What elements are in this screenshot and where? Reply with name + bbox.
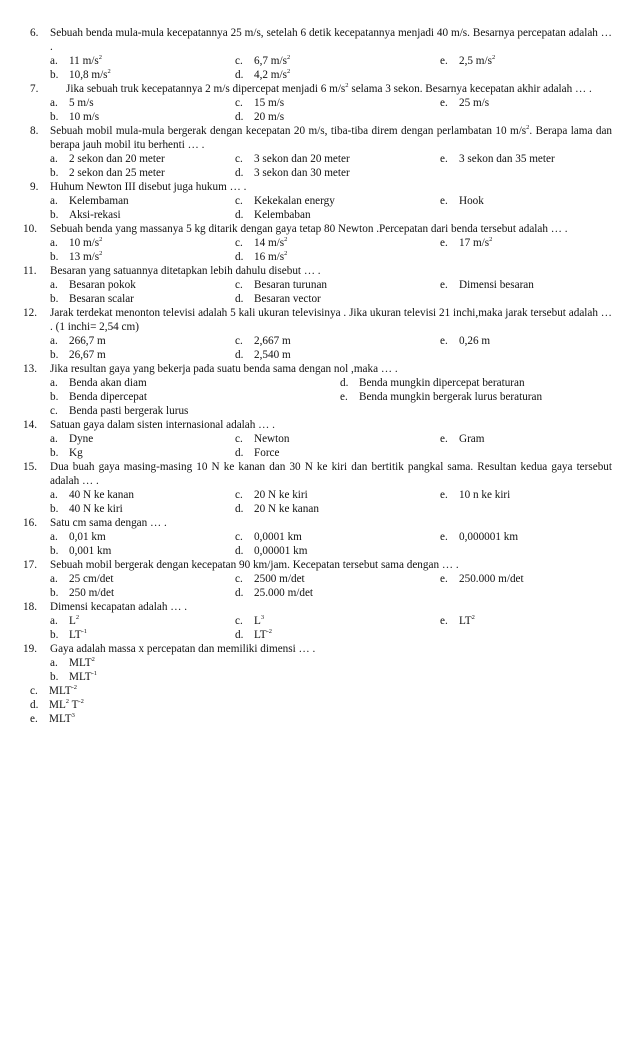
option-b: b. 40 N ke kiri [50, 503, 123, 515]
question-15 [0, 460, 638, 516]
option-b: b. Benda dipercepat [50, 391, 147, 403]
option-b: b. $LT^{-1}$ [50, 628, 88, 641]
question-13 [0, 362, 638, 418]
option-d: d. 25.000 m/det [235, 587, 314, 599]
option-a: a. 5 m/s [50, 97, 94, 109]
option-a: a. 11 $m/s^2$ [50, 54, 102, 67]
option-e: e. 0,000001 km [440, 531, 519, 543]
question-number: 7. [30, 83, 39, 95]
option-d: d. $LT^{-2}$ [235, 628, 273, 641]
option-d: d. Force [235, 447, 280, 459]
question-text: Huhum Newton III disebut juga hukum … . [50, 181, 247, 193]
question-14 [0, 418, 638, 460]
question-11 [0, 264, 638, 306]
question-12 [0, 306, 638, 362]
option-c: c. 0,0001 km [235, 531, 302, 543]
option-d: d. $ML^2$ $T^{-2}$ [30, 698, 84, 711]
option-d: d. 16 $m/s^2$ [235, 250, 288, 263]
option-c: c. Benda pasti bergerak lurus [50, 405, 189, 417]
option-a: a. Dyne [50, 433, 94, 445]
question-number: 6. [30, 27, 39, 39]
option-c: c. 3 sekon dan 20 meter [235, 153, 350, 165]
question-sheet [0, 26, 638, 726]
option-e: e. MLT$^3$ [30, 712, 75, 725]
question-text: Jarak terdekat menonton televisi adalah 5 kali ukuran televisinya . Jika ukuran televisi 21 inchi,maka jarak tersebut adalah … . (1 inchi= 2,54 cm) [50, 307, 612, 333]
question-text: Besaran yang satuannya ditetapkan lebih dahulu disebut … . [50, 265, 321, 277]
question-number: 12. [23, 307, 37, 319]
question-number: 16. [23, 517, 37, 529]
option-b: b. 0,001 km [50, 545, 112, 557]
option-c: c. $L^3$ [235, 614, 265, 627]
question-16 [0, 516, 638, 558]
option-b: b. 10,8 $m/s^2$ [50, 68, 111, 81]
option-b: b. Aksi-rekasi [50, 209, 121, 221]
option-c: c. 2500 m/det [235, 573, 305, 585]
option-c: c. 20 N ke kiri [235, 489, 308, 501]
question-number: 11. [23, 265, 37, 277]
option-e: e. Gram [440, 433, 485, 445]
question-number: 9. [30, 181, 39, 193]
question-number: 14. [23, 419, 37, 431]
option-d: d. Benda mungkin dipercepat beraturan [340, 377, 525, 389]
question-10 [0, 222, 638, 264]
option-d: d. Kelembaban [235, 209, 311, 221]
option-d: d. 20 m/s [235, 111, 285, 123]
question-number: 10. [23, 223, 37, 235]
option-c: c. $MLT^{-2}$ [30, 684, 78, 697]
option-b: b. 250 m/det [50, 587, 115, 599]
option-c: c. Newton [235, 433, 290, 445]
option-a: a. 40 N ke kanan [50, 489, 134, 501]
option-b: b. 2 sekon dan 25 meter [50, 167, 165, 179]
option-a: a. $L^2$ [50, 614, 80, 627]
question-text: Satu cm sama dengan … . [50, 517, 167, 529]
option-e: e. Benda mungkin bergerak lurus beraturan [340, 391, 543, 403]
option-a: a. Kelembaman [50, 195, 129, 207]
option-e: e. 17 $m/s^2$ [440, 236, 493, 249]
question-text: Sebuah mobil bergerak dengan kecepatan 90 km/jam. Kecepatan tersebut sama dengan … . [50, 559, 459, 571]
option-a: a. Besaran pokok [50, 279, 136, 291]
question-number: 13. [23, 363, 37, 375]
option-a: a. 25 cm/det [50, 573, 114, 585]
question-text: Dua buah gaya masing-masing 10 N ke kanan dan 30 N ke kiri dan bertitik pangkal sama. Resultan kedua gaya tersebut adalah … . [50, 461, 612, 487]
option-a: a. 2 sekon dan 20 meter [50, 153, 165, 165]
option-e: e. 10 n ke kiri [440, 489, 511, 501]
option-e: e. $LT^2$ [440, 614, 475, 627]
option-a: a. 10 $m/s^2$ [50, 236, 103, 249]
option-e: e. Hook [440, 195, 484, 207]
option-c: c. 2,667 m [235, 335, 291, 347]
question-number: 19. [23, 643, 37, 655]
question-text: Sebuah mobil mula-mula bergerak dengan kecepatan 20 m/s, tiba-tiba direm dengan perlambatan 10 $m/s^2$. Berapa lama dan berapa jauh mobil itu berhenti … . [50, 124, 613, 151]
option-e: e. 2,5 $m/s^2$ [440, 54, 496, 67]
option-a: a. 0,01 km [50, 531, 106, 543]
option-d: d. Besaran vector [235, 293, 321, 305]
question-text: Jika sebuah truk kecepatannya 2 m/s dipercepat menjadi 6 $m/s^2$ selama 3 sekon. Besarnya kecepatan akhir adalah … . [66, 82, 592, 95]
option-b: b. Besaran scalar [50, 293, 134, 305]
option-b: b. $MLT^{-1}$ [50, 670, 98, 683]
question-text: Satuan gaya dalam sisten internasional adalah … . [50, 419, 275, 431]
option-c: c. 14 $m/s^2$ [235, 236, 288, 249]
option-e: e. Dimensi besaran [440, 279, 534, 291]
option-a: a. Benda akan diam [50, 377, 147, 389]
option-d: d. 20 N ke kanan [235, 503, 319, 515]
question-number: 15. [23, 461, 37, 473]
question-text: Jika resultan gaya yang bekerja pada suatu benda sama dengan nol ,maka … . [50, 363, 398, 375]
question-number: 18. [23, 601, 37, 613]
question-17 [0, 558, 638, 600]
question-8 [0, 124, 638, 180]
option-b: b. 26,67 m [50, 349, 106, 361]
question-number: 8. [30, 125, 39, 137]
option-d: d. 4,2 $m/s^2$ [235, 68, 291, 81]
option-e: e. 250.000 m/det [440, 573, 524, 585]
question-text: Sebuah benda mula-mula kecepatannya 25 m/s, setelah 6 detik kecepatannya menjadi 40 m/s. Besarnya percepatan adalah … . [50, 27, 612, 53]
question-text: Gaya adalah massa x percepatan dan memiliki dimensi … . [50, 643, 316, 655]
question-text: Dimensi kecapatan adalah … . [50, 601, 187, 613]
question-text: Sebuah benda yang massanya 5 kg ditarik dengan gaya tetap 80 Newton .Percepatan dari benda tersebut adalah … . [50, 223, 568, 235]
option-e: e. 25 m/s [440, 97, 490, 109]
option-c: c. 6,7 $m/s^2$ [235, 54, 291, 67]
question-number: 17. [23, 559, 37, 571]
question-7 [0, 82, 638, 124]
question-9 [0, 180, 638, 222]
option-e: e. 3 sekon dan 35 meter [440, 153, 555, 165]
option-e: e. 0,26 m [440, 335, 491, 347]
option-d: d. 0,00001 km [235, 545, 308, 557]
option-a: a. 266,7 m [50, 335, 106, 347]
question-6 [0, 26, 638, 82]
option-c: c. Besaran turunan [235, 279, 328, 291]
question-18 [0, 600, 638, 642]
option-b: b. 13 $m/s^2$ [50, 250, 103, 263]
option-d: d. 2,540 m [235, 349, 291, 361]
option-d: d. 3 sekon dan 30 meter [235, 167, 350, 179]
option-b: b. 10 m/s [50, 111, 100, 123]
option-c: c. Kekekalan energy [235, 195, 335, 207]
option-a: a. MLT$^2$ [50, 656, 95, 669]
option-c: c. 15 m/s [235, 97, 285, 109]
option-b: b. Kg [50, 447, 83, 459]
question-19 [0, 642, 638, 726]
